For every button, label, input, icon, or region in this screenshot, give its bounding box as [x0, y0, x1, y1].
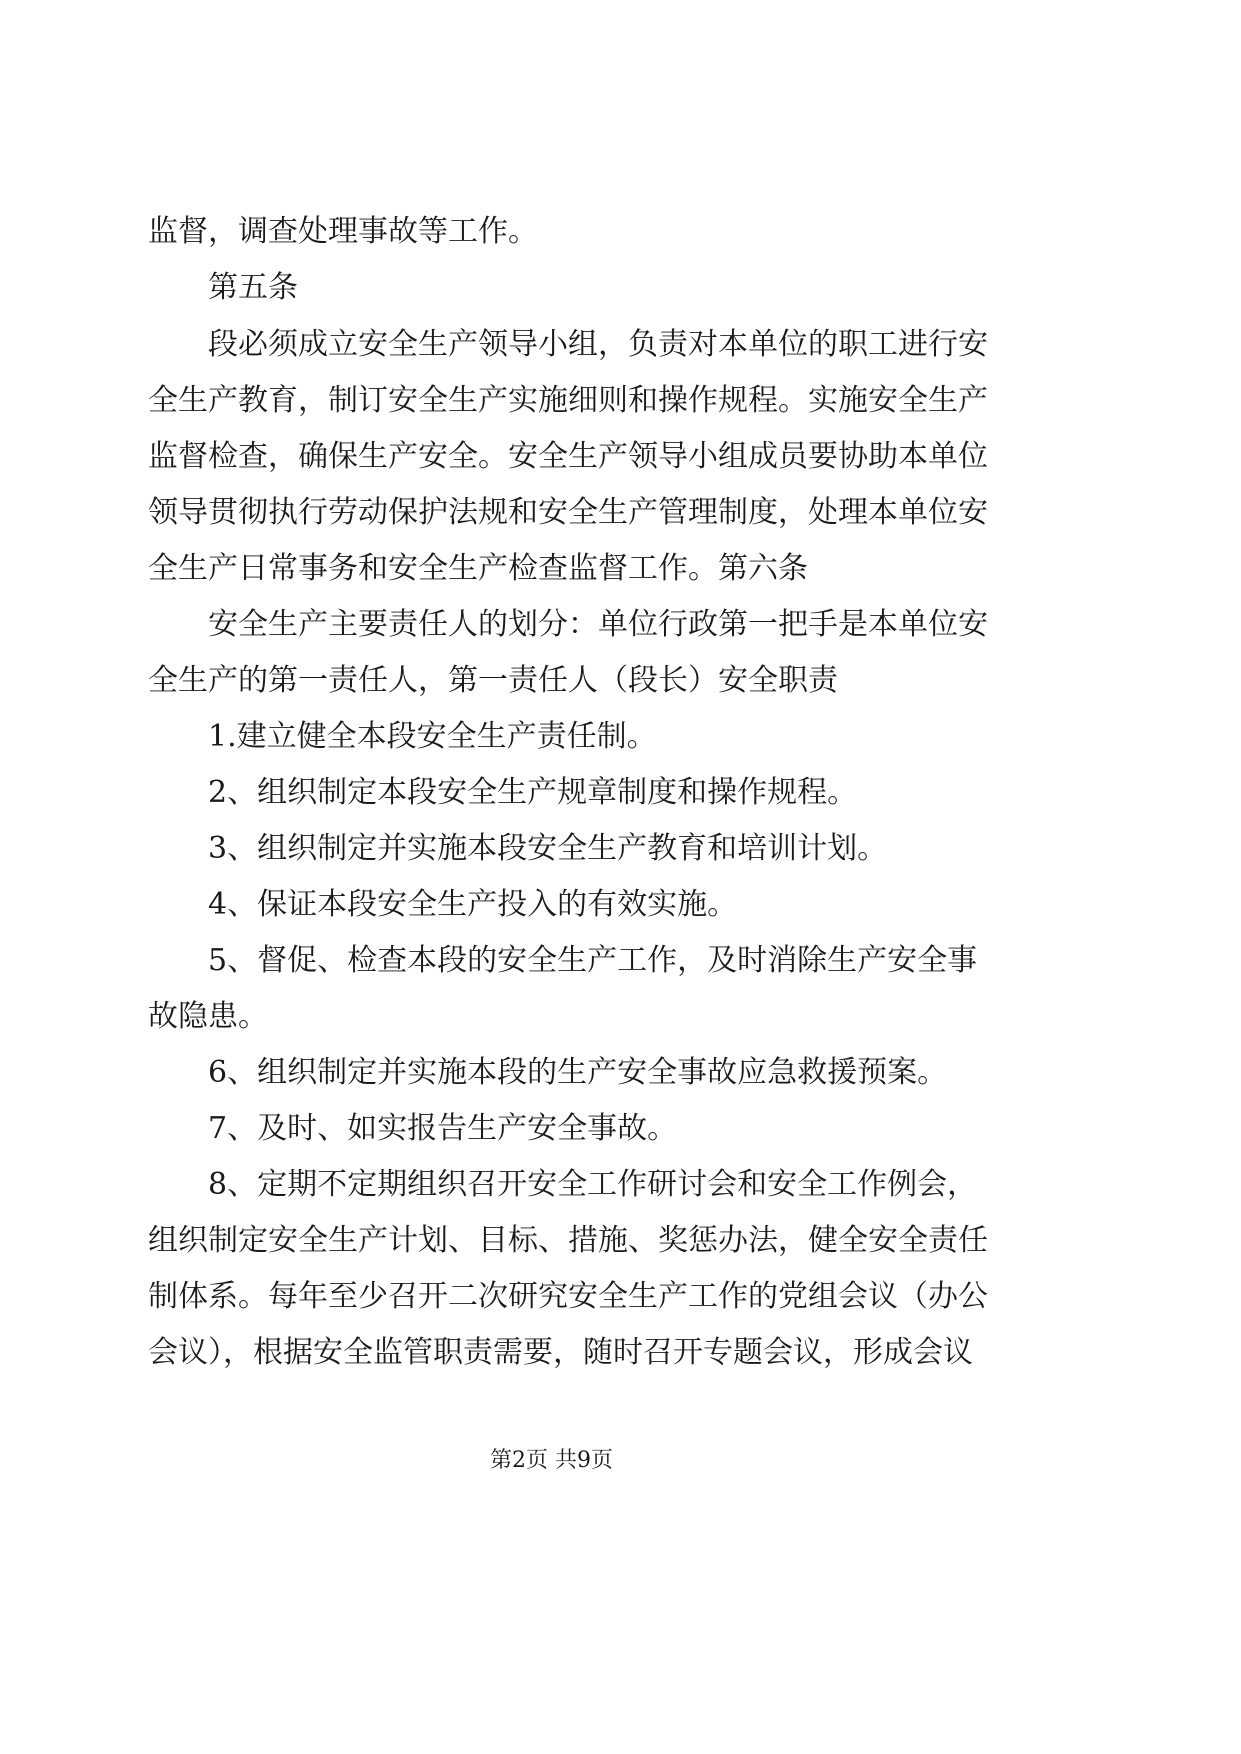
text-line: 全生产的第一责任人，第一责任人（段长）安全职责: [148, 663, 838, 698]
list-item: 4、保证本段安全生产投入的有效实施。: [208, 887, 738, 922]
article-heading: 第五条: [208, 270, 298, 305]
page-number-footer: 第2页 共9页: [490, 1448, 613, 1473]
text-line: 制体系。每年至少召开二次研究安全生产工作的党组会议（办公: [148, 1279, 988, 1314]
text-line: 领导贯彻执行劳动保护法规和安全生产管理制度，处理本单位安: [148, 495, 988, 530]
text-line: 全生产日常事务和安全生产检查监督工作。第六条: [148, 551, 808, 586]
text-line: 全生产教育，制订安全生产实施细则和操作规程。实施安全生产: [148, 383, 988, 418]
list-item: 2、组织制定本段安全生产规章制度和操作规程。: [208, 775, 858, 810]
text-line: 段必须成立安全生产领导小组，负责对本单位的职工进行安: [208, 327, 988, 362]
list-item: 7、及时、如实报告生产安全事故。: [208, 1111, 678, 1146]
list-item: 1.建立健全本段安全生产责任制。: [208, 719, 657, 754]
list-item: 6、组织制定并实施本段的生产安全事故应急救援预案。: [208, 1055, 948, 1090]
text-line: 监督，调查处理事故等工作。: [148, 214, 538, 249]
text-line: 会议），根据安全监管职责需要，随时召开专题会议，形成会议: [148, 1335, 973, 1370]
list-item: 8、定期不定期组织召开安全工作研讨会和安全工作例会，: [208, 1167, 978, 1202]
text-line: 故隐患。: [148, 999, 268, 1034]
list-item: 5、督促、检查本段的安全生产工作，及时消除生产安全事: [208, 943, 978, 978]
text-line: 监督检查，确保生产安全。安全生产领导小组成员要协助本单位: [148, 439, 988, 474]
list-item: 3、组织制定并实施本段安全生产教育和培训计划。: [208, 831, 888, 866]
text-line: 安全生产主要责任人的划分：单位行政第一把手是本单位安: [208, 607, 988, 642]
text-line: 组织制定安全生产计划、目标、措施、奖惩办法，健全安全责任: [148, 1223, 988, 1258]
